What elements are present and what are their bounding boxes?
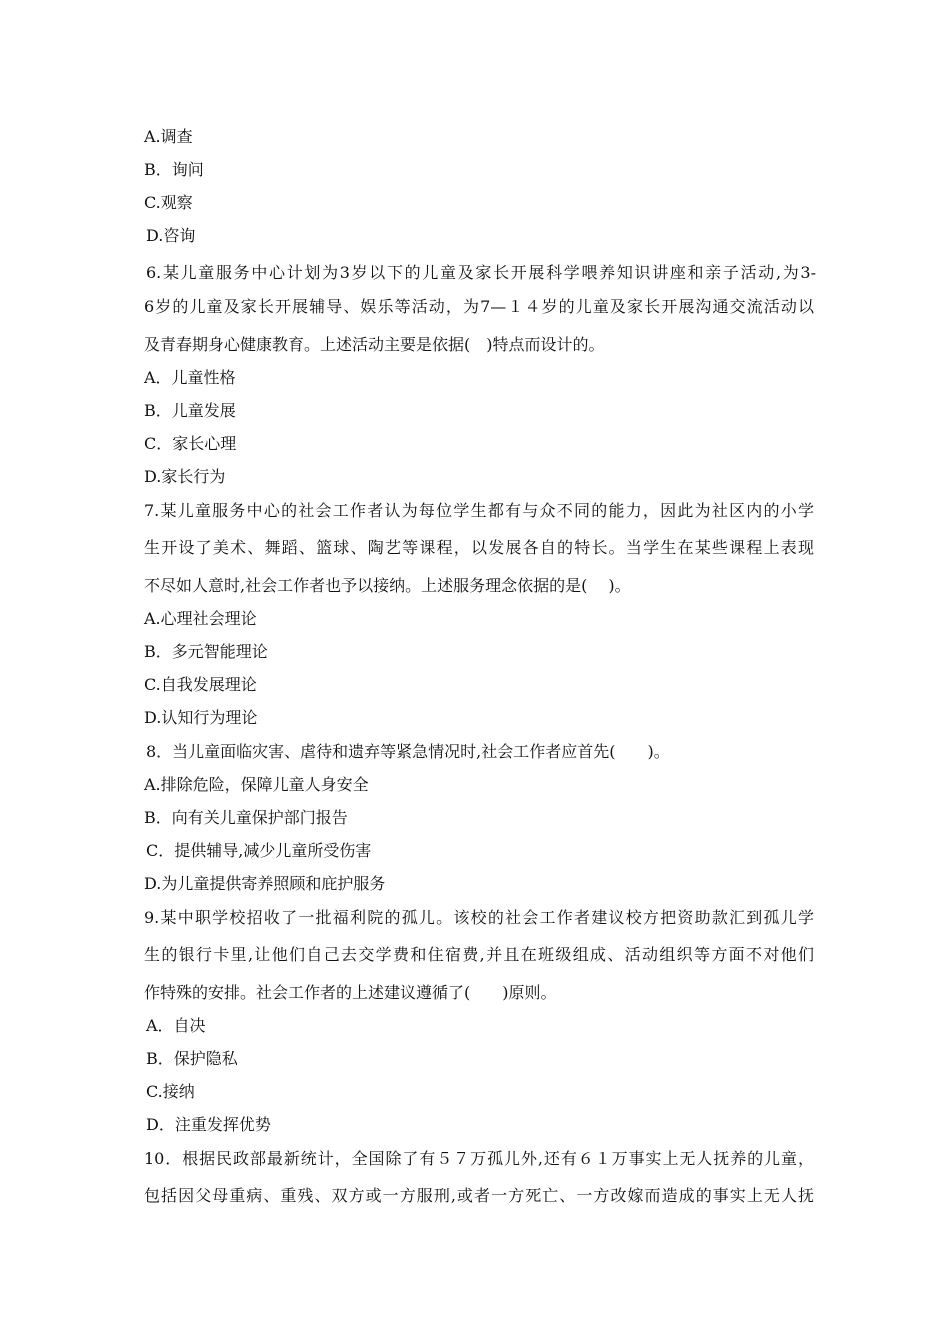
q9-stem-line-3: 作特殊的安排。社会工作者的上述建议遵循了( )原则。 <box>144 983 557 1002</box>
q7-stem-line-1: 7.某儿童服务中心的社会工作者认为每位学生都有与众不同的能力，因此为社区内的小学 <box>144 501 814 520</box>
q9-option-c: C.接纳 <box>146 1082 195 1101</box>
q9-stem-line-2: 生的银行卡里,让他们自己去交学费和住宿费,并且在班级组成、活动组织等方面不对他们 <box>144 945 814 964</box>
q8-stem: 8．当儿童面临灾害、虐待和遗弃等紧急情况时,社会工作者应首先( )。 <box>146 742 670 761</box>
q8-option-b: B．向有关儿童保护部门报告 <box>144 808 348 827</box>
q10-stem-line-2: 包括因父母重病、重残、双方或一方服刑,或者一方死亡、一方改嫁而造成的事实上无人抚 <box>144 1186 814 1205</box>
q9-stem-line-1: 9.某中职学校招收了一批福利院的孤儿。该校的社会工作者建议校方把资助款汇到孤儿学 <box>144 908 814 927</box>
q5-option-c: C.观察 <box>144 193 193 212</box>
q9-option-b: B．保护隐私 <box>146 1049 238 1068</box>
q10-stem-line-1: 10．根据民政部最新统计，全国除了有５７万孤儿外,还有６１万事实上无人抚养的儿童， <box>144 1149 814 1168</box>
q9-option-a: A．自决 <box>146 1016 206 1035</box>
q6-option-a: A．儿童性格 <box>144 368 236 387</box>
q7-option-d: D.认知行为理论 <box>144 708 258 727</box>
q7-option-c: C.自我发展理论 <box>144 675 257 694</box>
q8-option-a: A.排除危险，保障儿童人身安全 <box>144 775 369 794</box>
q6-stem-line-3: 及青春期身心健康教育。上述活动主要是依据( )特点而设计的。 <box>144 335 605 354</box>
q7-option-a: A.心理社会理论 <box>144 609 257 628</box>
q6-option-c: C．家长心理 <box>144 434 237 453</box>
q5-option-a: A.调查 <box>144 127 193 146</box>
q5-option-b: B．询问 <box>144 160 204 179</box>
q9-option-d: D．注重发挥优势 <box>146 1115 271 1134</box>
q6-option-b: B．儿童发展 <box>144 401 236 420</box>
q5-option-d: D.咨询 <box>146 226 196 245</box>
q8-option-c: C．提供辅导,减少儿童所受伤害 <box>146 841 372 860</box>
q7-stem-line-3: 不尽如人意时,社会工作者也予以接纳。上述服务理念依据的是( )。 <box>144 576 631 595</box>
q6-option-d: D.家长行为 <box>144 467 226 486</box>
q7-option-b: B．多元智能理论 <box>144 642 268 661</box>
q7-stem-line-2: 生开设了美术、舞蹈、篮球、陶艺等课程，以发展各自的特长。当学生在某些课程上表现 <box>144 538 814 557</box>
q6-stem-line-1: 6.某儿童服务中心计划为3岁以下的儿童及家长开展科学喂养知识讲座和亲子活动,为3- <box>146 263 816 282</box>
q8-option-d: D.为儿童提供寄养照顾和庇护服务 <box>144 874 386 893</box>
q6-stem-line-2: 6岁的儿童及家长开展辅导、娱乐等活动，为7—１４岁的儿童及家长开展沟通交流活动以 <box>144 297 814 316</box>
